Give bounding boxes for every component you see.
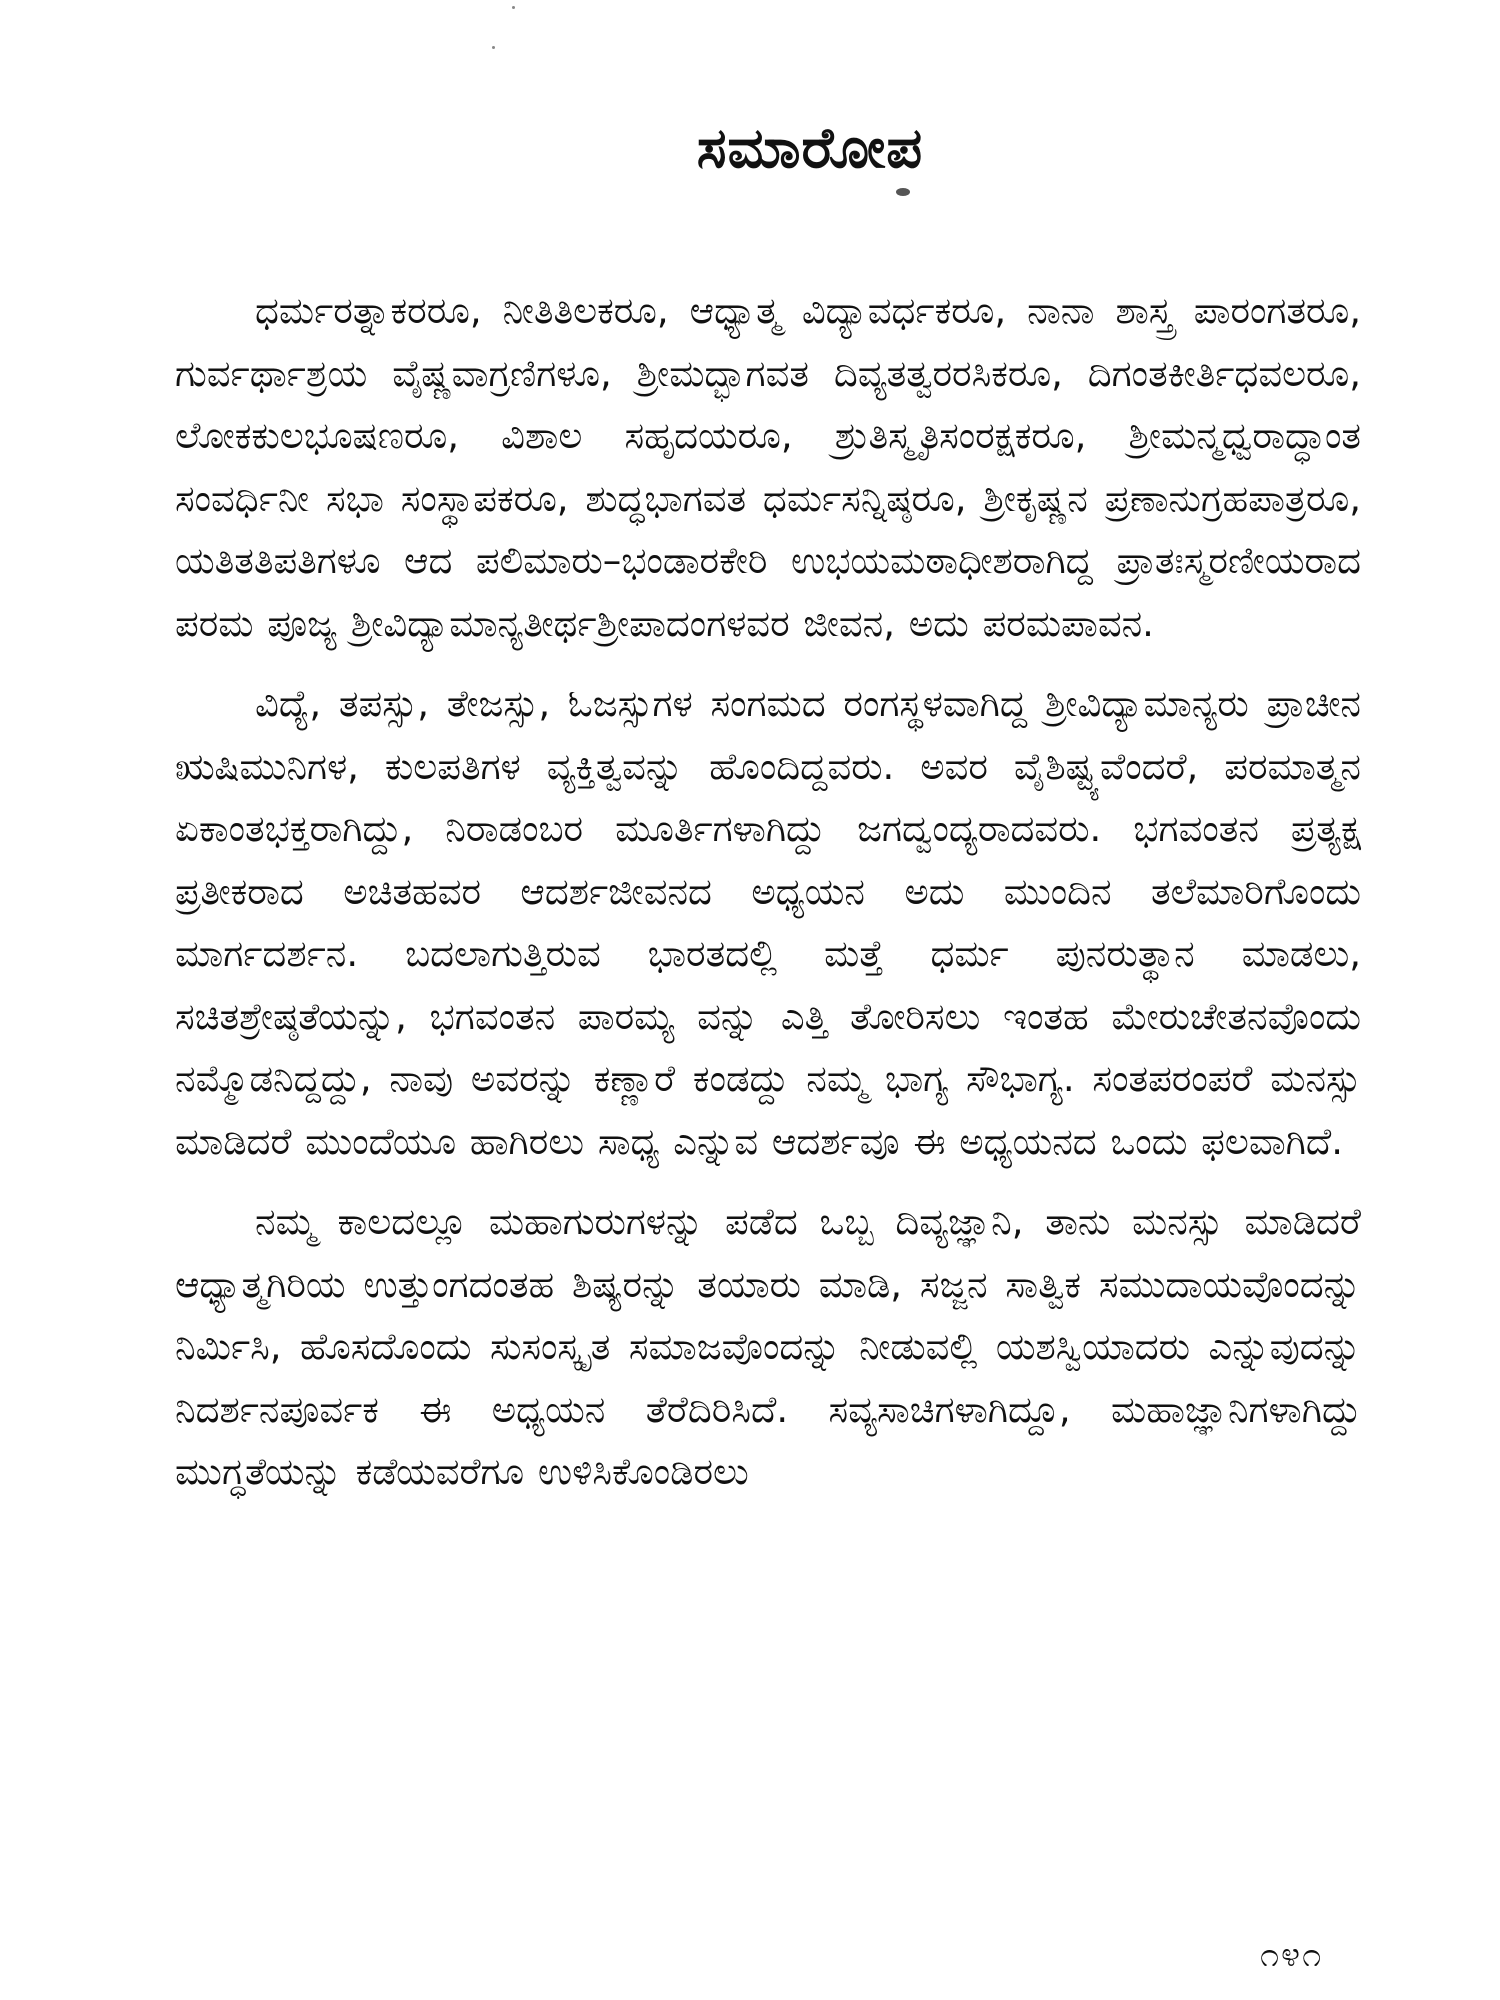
page-number: ೧೪೧ — [1260, 1935, 1324, 1975]
paragraph-3: ನಮ್ಮ ಕಾಲದಲ್ಲೂ ಮಹಾಗುರುಗಳನ್ನು ಪಡೆದ ಒಬ್ಬ ದಿವ್ಯಜ್ಞಾನಿ, ತಾನು ಮನಸ್ಸು ಮಾಡಿದರೆ ಆಧ್ಯಾತ್ಮಗಿರಿಯ ಉತ್ತುಂಗದಂತಹ ಶಿಷ್ಯರನ್ನು ತಯಾರು ಮಾಡಿ, ಸಜ್ಜನ ಸಾತ್ವಿಕ ಸಮುದಾಯವೊಂದನ್ನು ನಿರ್ಮಿಸಿ, ಹೊಸದೊಂದು ಸುಸಂಸ್ಕೃತ ಸಮಾಜವೊಂದನ್ನು ನೀಡುವಲ್ಲಿ ಯಶಸ್ವಿಯಾದರು ಎನ್ನುವುದನ್ನು ನಿದರ್ಶನಪೂರ್ವಕ ಈ ಅಧ್ಯಯನ ತೆರೆದಿರಿಸಿದೆ. ಸವ್ಯಸಾಚಿಗಳಾಗಿದ್ದೂ, ಮಹಾಜ್ಞಾನಿಗಳಾಗಿದ್ದು ಮುಗ್ಧತೆಯನ್ನು ಕಡೆಯವರೆಗೂ ಉಳಿಸಿಕೊಂಡಿರಲು — [175, 1200, 1361, 1493]
paragraph-1: ಧರ್ಮರತ್ನಾಕರರೂ, ನೀತಿತಿಲಕರೂ, ಆಧ್ಯಾತ್ಮ ವಿದ್ಯಾವರ್ಧಕರೂ, ನಾನಾ ಶಾಸ್ತ್ರ ಪಾರಂಗತರೂ, ಗುರ್ವರ್ಥಾಶ್ರಯ ವೈಷ್ಣವಾಗ್ರಣಿಗಳೂ, ಶ್ರೀಮದ್ಭಾಗವತ ದಿವ್ಯತತ್ವರರಸಿಕರೂ, ದಿಗಂತಕೀರ್ತಿಧವಲರೂ, ಲೋಕಕುಲಭೂಷಣರೂ, ವಿಶಾಲ ಸಹೃದಯರೂ, ಶ್ರುತಿಸ್ಮೃತಿಸಂರಕ್ಷಕರೂ, ಶ್ರೀಮನ್ಮಧ್ವರಾದ್ಧಾಂತ ಸಂವರ್ಧಿನೀ ಸಭಾ ಸಂಸ್ಥಾಪಕರೂ, ಶುದ್ಧಭಾಗವತ ಧರ್ಮಸನ್ನಿಷ್ಠರೂ, ಶ್ರೀಕೃಷ್ಣನ ಪ್ರಣಾನುಗ್ರಹಪಾತ್ರರೂ, ಯತಿತತಿಪತಿಗಳೂ ಆದ ಪಲಿಮಾರು–ಭಂಡಾರಕೇರಿ ಉಭಯಮಠಾಧೀಶರಾಗಿದ್ದ ಪ್ರಾತಃಸ್ಮರಣೀಯರಾದ ಪರಮ ಪೂಜ್ಯ ಶ್ರೀವಿದ್ಯಾಮಾನ್ಯತೀರ್ಥಶ್ರೀಪಾದಂಗಳವರ ಜೀವನ, ಅದು ಪರಮಪಾವನ. — [175, 289, 1361, 645]
print-speck — [492, 46, 495, 49]
title-ornament — [896, 188, 910, 196]
print-speck — [512, 6, 515, 9]
paragraph-2: ವಿದ್ಯೆ, ತಪಸ್ಸು, ತೇಜಸ್ಸು, ಓಜಸ್ಸುಗಳ ಸಂಗಮದ ರಂಗಸ್ಥಳವಾಗಿದ್ದ ಶ್ರೀವಿದ್ಯಾಮಾನ್ಯರು ಪ್ರಾಚೀನ ಋಷಿಮುನಿಗಳ, ಕುಲಪತಿಗಳ ವ್ಯಕ್ತಿತ್ವವನ್ನು ಹೊಂದಿದ್ದವರು. ಅವರ ವೈಶಿಷ್ಟ್ಯವೆಂದರೆ, ಪರಮಾತ್ಮನ ಏಕಾಂತಭಕ್ತರಾಗಿದ್ದು, ನಿರಾಡಂಬರ ಮೂರ್ತಿಗಳಾಗಿದ್ದು ಜಗದ್ವಂದ್ಯರಾದವರು. ಭಗವಂತನ ಪ್ರತ್ಯಕ್ಷ ಪ್ರತೀಕರಾದ ಅಚಿತಹವರ ಆದರ್ಶಜೀವನದ ಅಧ್ಯಯನ ಅದು ಮುಂದಿನ ತಲೆಮಾರಿಗೊಂದು ಮಾರ್ಗದರ್ಶನ. ಬದಲಾಗುತ್ತಿರುವ ಭಾರತದಲ್ಲಿ ಮತ್ತೆ ಧರ್ಮ ಪುನರುತ್ಥಾನ ಮಾಡಲು, ಸಚಿತಶ್ರೇಷ್ಠತೆಯನ್ನು, ಭಗವಂತನ ಪಾರಮ್ಯ ವನ್ನು ಎತ್ತಿ ತೋರಿಸಲು ಇಂತಹ ಮೇರುಚೇತನವೊಂದು ನಮ್ಮೊಡನಿದ್ದದ್ದು, ನಾವು ಅವರನ್ನು ಕಣ್ಣಾರೆ ಕಂಡದ್ದು ನಮ್ಮ ಭಾಗ್ಯ ಸೌಭಾಗ್ಯ. ಸಂತಪರಂಪರೆ ಮನಸ್ಸು ಮಾಡಿದರೆ ಮುಂದೆಯೂ ಹಾಗಿರಲು ಸಾಧ್ಯ ಎನ್ನುವ ಆದರ್ಶವೂ ಈ ಅಧ್ಯಯನದ ಒಂದು ಫಲವಾಗಿದೆ. — [175, 682, 1361, 1163]
body-text — [175, 280, 1361, 1522]
page-title: ಸಮಾರೋಪ — [696, 115, 924, 181]
